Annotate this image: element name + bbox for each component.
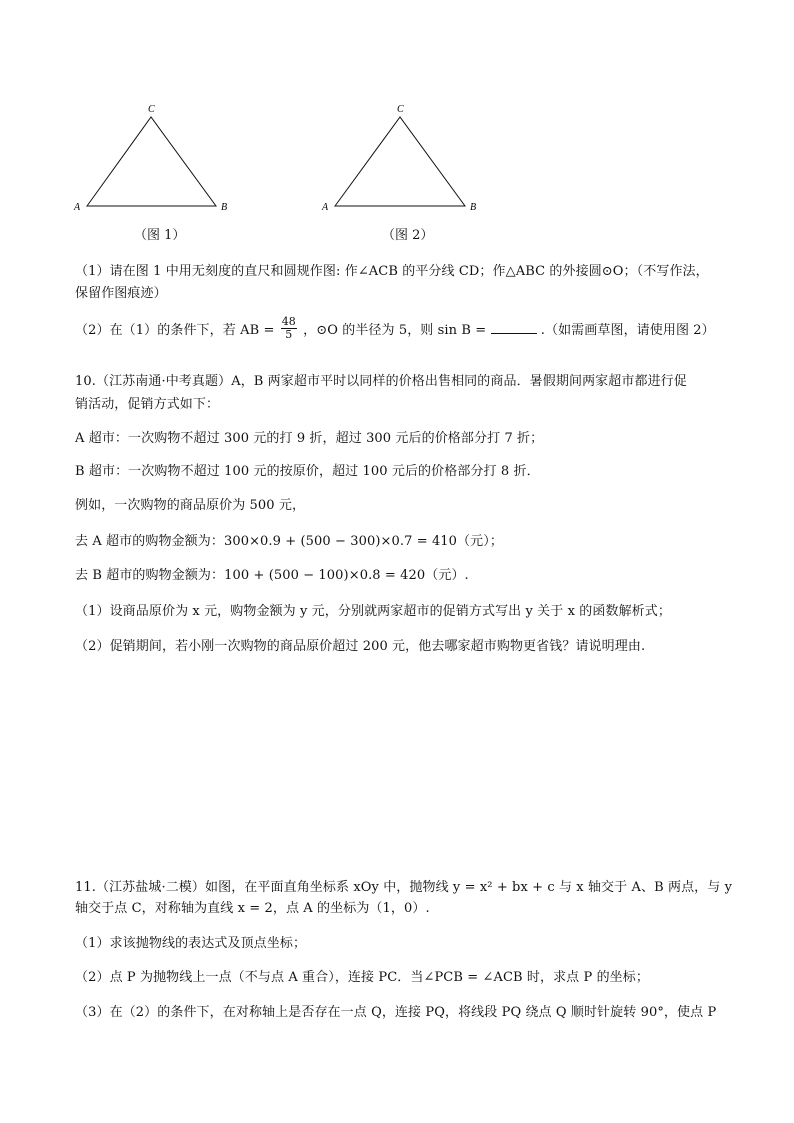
q9-part2-mid: ，⊙O 的半径为 5，则 sin B = [303,323,487,338]
triangle-abc-figure-1 [70,100,240,220]
q10-line8: （1）设商品原价为 x 元，购物金额为 y 元，分别就两家超市的促销方式写出 y 关于 x 的函数解析式； [75,604,671,619]
q10-line5: 例如，一次购物的商品原价为 500 元， [75,498,306,513]
q11-line1: 11.（江苏盐城·二模）如图，在平面直角坐标系 xOy 中，抛物线 y = x² + bx + c 与 x 轴交于 A、B 两点，与 y [75,880,733,895]
figure-2 [318,100,488,220]
q11-line3: （1）求该抛物线的表达式及顶点坐标； [75,936,307,951]
q9-part2 [75,315,715,343]
q10-line4: B 超市：一次购物不超过 100 元的按原价，超过 100 元后的价格部分打 8 折． [75,464,540,479]
vertex-a-label: A [322,202,329,213]
fraction-numerator: 48 [281,315,296,328]
vertex-c-label: C [397,104,404,115]
fraction-48-over-5 [281,316,297,341]
q9-part2-suffix: .（如需画草图，请使用图 2） [540,323,715,338]
q11-line2: 轴交于点 C，对称轴为直线 x = 2，点 A 的坐标为（1，0）. [75,901,430,916]
q9-part2-prefix: （2）在（1）的条件下，若 AB = [75,323,275,338]
figure-1-caption: （图 1） [134,228,186,243]
q11-line5: （3）在（2）的条件下，在对称轴上是否存在一点 Q，连接 PQ，将线段 PQ 绕点 Q 顺时针旋转 90°，使点 P [75,1005,717,1020]
q10-line2: 销活动，促销方式如下： [75,397,220,412]
q9-part1-line1: （1）请在图 1 中用无刻度的直尺和圆规作图: 作∠ACB 的平分线 CD；作△ABC 的外接圆⊙O；（不写作法， [75,264,709,279]
q10-line7: 去 B 超市的购物金额为：100 + (500 − 100)×0.8 = 420（元）. [75,568,469,583]
q10-line3: A 超市：一次购物不超过 300 元的打 9 折，超过 300 元后的价格部分打 7 折； [75,431,544,446]
vertex-b-label: B [470,202,477,213]
q9-part1-line2: 保留作图痕迹） [75,286,167,301]
vertex-a-label: A [74,202,81,213]
fraction-denominator: 5 [285,328,293,341]
q10-line6: 去 A 超市的购物金额为：300×0.9 + (500 − 300)×0.7 = 410（元）； [75,534,503,549]
vertex-b-label: B [221,202,228,213]
vertex-c-label: C [148,104,155,115]
triangle-abc-figure-2 [318,100,488,220]
figure-1 [70,100,240,220]
q10-line9: （2）促销期间，若小刚一次购物的商品原价超过 200 元，他去哪家超市购物更省钱？请说明理由. [75,639,646,654]
answer-blank[interactable] [491,321,537,334]
q10-line1: 10.（江苏南通·中考真题）A，B 两家超市平时以同样的价格出售相同的商品．暑假期间两家超市都进行促 [75,374,687,389]
q11-line4: （2）点 P 为抛物线上一点（不与点 A 重合），连接 PC．当∠PCB = ∠ACB 时，求点 P 的坐标； [75,970,649,985]
figure-2-caption: （图 2） [382,228,434,243]
